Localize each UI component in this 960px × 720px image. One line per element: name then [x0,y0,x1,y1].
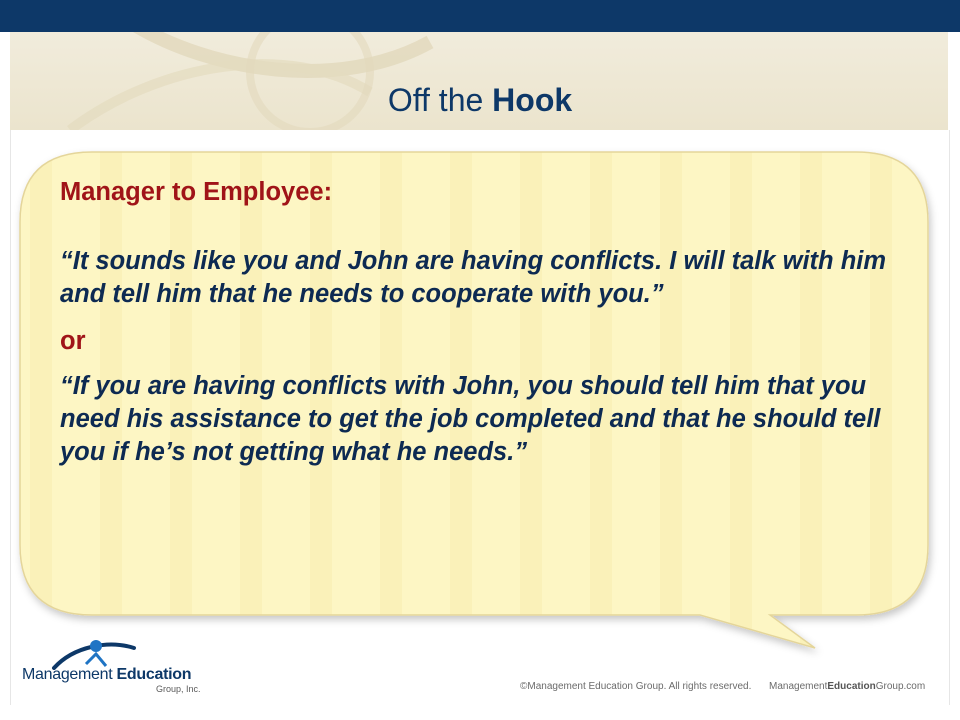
company-logo [14,636,204,696]
bubble-content [60,176,910,469]
quote-second: “If you are having conflicts with John, you should tell him that you need his assistance to get the job completed and that he should tell you if he’s not getting what he needs.” [60,372,881,466]
bubble-heading: Manager to Employee: [60,178,333,206]
title-bold: Hook [492,82,573,118]
url-part-1: Management [769,681,828,692]
or-label: or [60,327,86,355]
url-part-bold: Education [827,681,876,692]
copyright-text: ©Management Education Group. All rights reserved. [520,681,752,692]
url-part-2: Group.com [875,681,926,692]
logo-figure-icon [14,636,204,670]
logo-text-bold: Education [116,666,192,683]
logo-text-plain: Management [22,666,117,683]
logo-subtitle: Group, Inc. [156,684,201,694]
website-url [769,681,925,692]
quote-first: “It sounds like you and John are having conflicts. I will talk with him and tell him that he needs to cooperate with you.” [60,247,887,308]
title-plain: Off the [387,82,493,118]
logo-text [22,666,191,684]
